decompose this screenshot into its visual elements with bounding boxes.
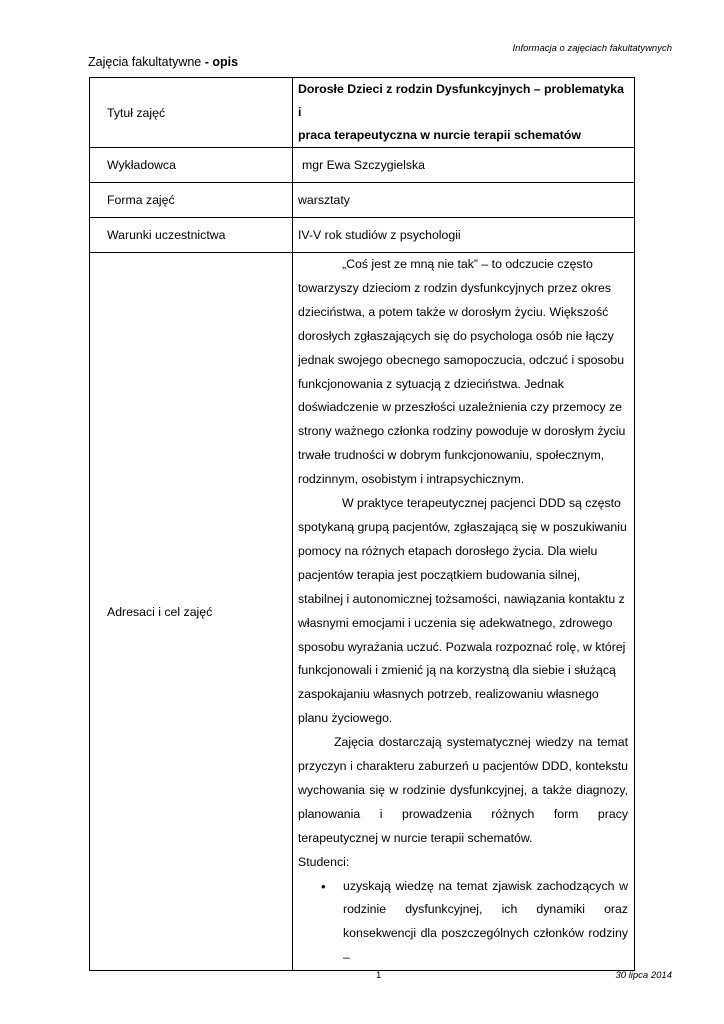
table-row-title [90,78,635,148]
footer-date: 30 lipca 2014 [615,970,672,981]
title-label: Tytuł zajęć [90,78,293,148]
course-info-table [89,77,635,971]
conditions-value: IV-V rok studiów z psychologii [293,218,635,253]
heading-suffix: opis [212,55,239,69]
page-number: 1 [376,970,382,981]
form-value: warsztaty [293,183,635,218]
description-value [293,253,635,971]
bullet-icon: • [321,878,326,894]
list-item [301,875,628,971]
table-row-form [90,183,635,218]
list-item-text: uzyskają wiedzę na temat zjawisk zachodzących w rodzinie dysfunkcyjnej, ich dynamiki oraz konsekwencji dla poszczególnych członków rodziny – [343,878,628,965]
description-label: Adresaci i cel zajęć [90,253,293,971]
description-paragraph-3: Zajęcia dostarczają systematycznej wiedzy na temat przyczyn i charakteru zaburzeń u pacjentów DDD, kontekstu wychowania się w rodzinie dysfunkcyjnej, a także diagnozy, planowania i prowadzenia różnych form pracy terapeutycznej w nurcie terapii schematów. [298,735,628,845]
conditions-label: Warunki uczestnictwa [90,218,293,253]
lecturer-label: Wykładowca [90,148,293,183]
title-line-1: Dorosłe Dzieci z rodzin Dysfunkcyjnych – problematyka i [298,82,624,119]
form-label: Forma zajęć [90,183,293,218]
heading-prefix: Zajęcia fakultatywne [88,55,202,69]
table-row-description [90,253,635,971]
lecturer-value: mgr Ewa Szczygielska [293,148,635,183]
title-line-2: praca terapeutyczna w nurcie terapii schematów [298,128,581,142]
table-row-lecturer [90,148,635,183]
students-outcomes-list [298,875,628,971]
students-label: Studenci: [298,854,350,869]
document-heading [88,55,238,69]
heading-separator: - [201,55,213,69]
table-row-conditions [90,218,635,253]
running-header: Informacja o zajęciach fakultatywnych [512,43,672,54]
title-value [293,78,635,148]
description-paragraph-2: W praktyce terapeutycznej pacjenci DDD są często spotykaną grupą pacjentów, zgłaszającą się w poszukiwaniu pomocy na różnych etapach dorosłego życia. Dla wielu pacjentów terapia jest początkiem budowania silnej, stabilnej i autonomicznej tożsamości, nawiązania kontaktu z własnymi emocjami i uczenia się adekwatnego, zdrowego sposobu wyrażania uczuć. Pozwala rozpoznać rolę, w której funkcjonowali i zmienić ją na korzystną dla siebie i służącą zaspokajaniu własnych potrzeb, realizowaniu własnego planu życiowego. [298,496,627,726]
description-paragraph-1: „Coś jest ze mną nie tak” – to odczucie często towarzyszy dzieciom z rodzin dysfunkcyjnych przez okres dzieciństwa, a potem także w dorosłym życiu. Większość dorosłych zgłaszających się do psychologa osób nie łączy jednak swojego obecnego samopoczucia, odczuć i sposobu funkcjonowania z sytuacją z dzieciństwa. Jednak doświadczenie w przeszłości uzależnienia czy przemocy ze strony ważnego członka rodziny powoduje w dorosłym życiu trwałe trudności w dobrym funkcjonowaniu, społecznym, rodzinnym, osobistym i intrapsychicznym. [298,257,626,487]
